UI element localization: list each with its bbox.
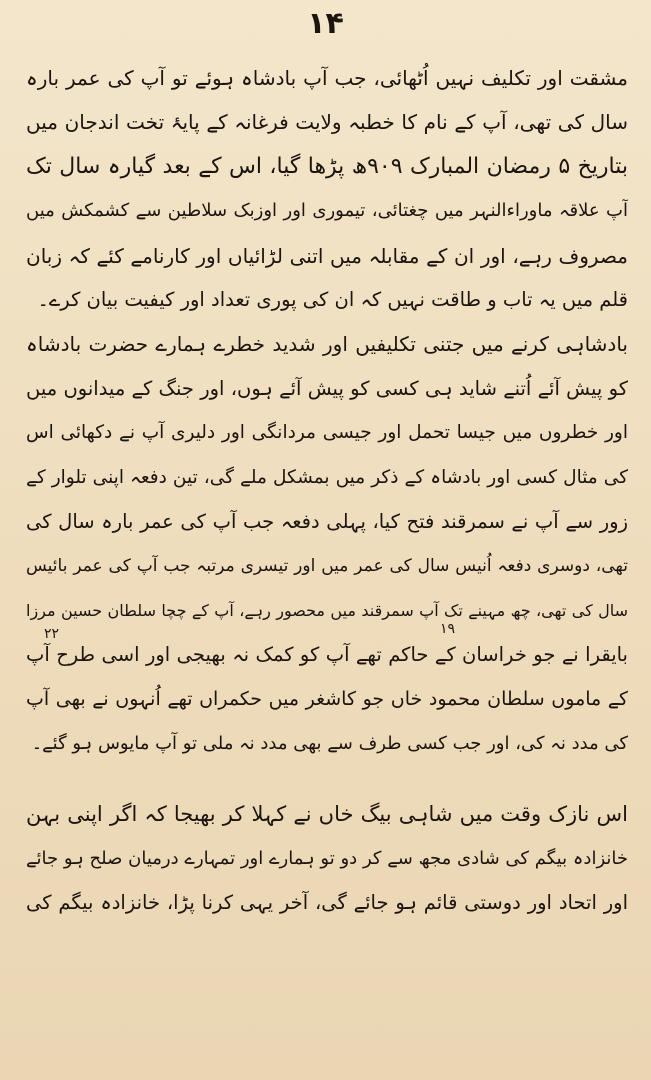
text-line: بادشاہی کرنے میں جتنی تکلیفیں اور شدید خطرے ہمارے حضرت بادشاہ: [26, 332, 628, 357]
text-line: اور خطروں میں جیسا تحمل اور جیسی مردانگی اور دلیری آپ نے دکھائی اس: [26, 422, 628, 444]
text-line: اس نازک وقت میں شاہی بیگ خاں نے کہلا کر بھیجا کہ اگر اپنی بہن: [26, 802, 628, 827]
text-body: [26, 56, 628, 925]
text-line: بتاریخ ۵ رمضان المبارک ۹۰۹ھ پڑھا گیا، اس کے بعد گیارہ سال تک: [26, 153, 628, 179]
text-line: قلم میں یہ تاب و طاقت نہیں کہ ان کی پوری تعداد اور کیفیت بیان کرے۔: [37, 287, 628, 311]
paragraph-2: [26, 322, 628, 766]
text-line: بایقرا نے جو خراسان کے حاکم تھے آپ کو کمک نہ بھیجی اور اسی طرح آپ: [26, 643, 628, 667]
text-line: تھی، دوسری دفعہ اُنیس سال کی عمر میں اور تیسری مرتبہ جب آپ کی عمر بائیس: [26, 556, 628, 577]
text-line: کی مثال کسی اور بادشاہ کے ذکر میں بمشکل ملے گی، تین دفعہ اپنی تلوار کے: [26, 466, 628, 488]
paragraph-3: [26, 792, 628, 925]
paragraph-gap: [26, 766, 628, 792]
text-line: کی مدد نہ کی، اور جب کسی طرف سے بھی مدد نہ ملی تو آپ مایوس ہو گئے۔: [31, 732, 628, 754]
text-line: زور سے آپ نے سمرقند فتح کیا، پہلی دفعہ جب آپ کی عمر بارہ سال کی: [26, 509, 628, 533]
paragraph-1: [26, 56, 628, 322]
text-line: خانزادہ بیگم کی شادی مجھ سے کر دو تو ہمارے اور تمہارے درمیان صلح ہو جائے: [26, 847, 628, 869]
text-line: کو پیش آئے اُتنے شاید ہی کسی کو پیش آئے ہوں، اور جنگ کے میدانوں میں: [26, 376, 628, 400]
text-line: سال کی تھی، چھ مہینے تک آپ سمرقند میں محصور رہے، آپ کے چچا سلطان حسین مرزا: [26, 600, 628, 620]
page-number: ۱۴: [307, 6, 344, 41]
text-line: مصروف رہے، اور ان کے مقابلہ میں اتنی لڑائیاں اور کارنامے کئے کہ زبان: [26, 243, 628, 268]
text-line: مشقت اور تکلیف نہیں اُٹھائی، جب آپ بادشاہ ہوئے تو آپ کی عمر بارہ: [26, 66, 628, 90]
text-line: کے ماموں سلطان محمود خاں جو کاشغر میں حکمراں تھے اُنہوں نے بھی آپ: [26, 688, 628, 711]
text-line: اور اتحاد اور دوستی قائم ہو جائے گی، آخر یہی کرنا پڑا، خانزادہ بیگم کی: [26, 891, 628, 915]
age-annotation-22: ۲۲: [44, 626, 60, 642]
text-line: آپ علاقہ ماوراءالنہر میں چغتائی، تیموری اور اوزبک سلاطین سے کشمکش میں: [26, 200, 628, 222]
age-annotation-19: ۱۹: [440, 621, 456, 637]
text-line: سال کی تھی، آپ کے نام کا خطبہ ولایت فرغانہ کے پایۂ تخت اندجان میں: [26, 110, 628, 135]
